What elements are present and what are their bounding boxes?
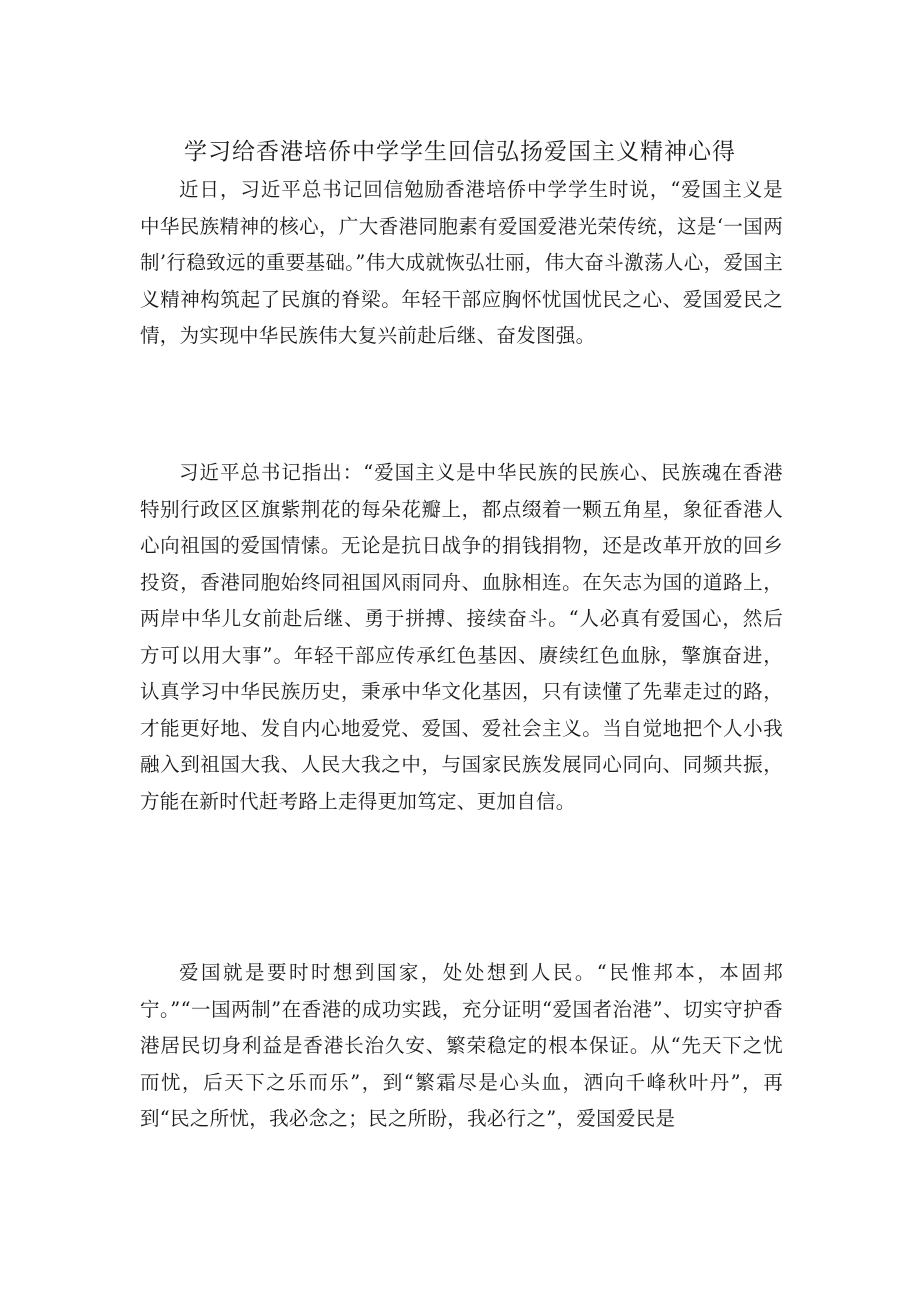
paragraph-1: 近日，习近平总书记回信勉励香港培侨中学学生时说，“爱国主义是中华民族精神的核心，广大香港同胞素有爱国爱港光荣传统，这是‘一国两制’行稳致远的重要基础。”伟大成就恢弘壮丽，伟大奋斗激荡人心，爱国主义精神构筑起了民旗的脊梁。年轻干部应胸怀忧国忧民之心、爱国爱民之情，为实现中华民族伟大复兴前赴后继、奋发图强。: [140, 178, 783, 347]
paragraph-3: 爱国就是要时时想到国家，处处想到人民。“民惟邦本，本固邦宁。”“一国两制”在香港的成功实践，充分证明“爱国者治港”、切实守护香港居民切身利益是香港长治久安、繁荣稳定的根本保证。从“先天下之忧而忧，后天下之乐而乐”，到“繁霜尽是心头血，洒向千峰秋叶丹”，再到“民之所忧，我必念之；民之所盼，我必行之”，爱国爱民是: [140, 961, 783, 1130]
paragraph-2: 习近平总书记指出：“爱国主义是中华民族的民族心、民族魂在香港特别行政区区旗紫荆花的每朵花瓣上，都点缀着一颗五角星，象征香港人心向祖国的爱国情愫。无论是抗日战争的捐钱捐物，还是改革开放的回乡投资，香港同胞始终同祖国风雨同舟、血脉相连。在矢志为国的道路上，两岸中华儿女前赴后继、勇于拼搏、接续奋斗。“人必真有爱国心，然后方可以用大事”。年轻干部应传承红色基因、赓续红色血脉，擎旗奋进，认真学习中华民族历史，秉承中华文化基因，只有读懂了先辈走过的路，才能更好地、发自内心地爱党、爱国、爱社会主义。当自觉地把个人小我融入到祖国大我、人民大我之中，与国家民族发展同心同向、同频共振，方能在新时代赶考路上走得更加笃定、更加自信。: [140, 461, 783, 813]
document-title: 学习给香港培侨中学学生回信弘扬爱国主义精神心得: [184, 139, 736, 165]
